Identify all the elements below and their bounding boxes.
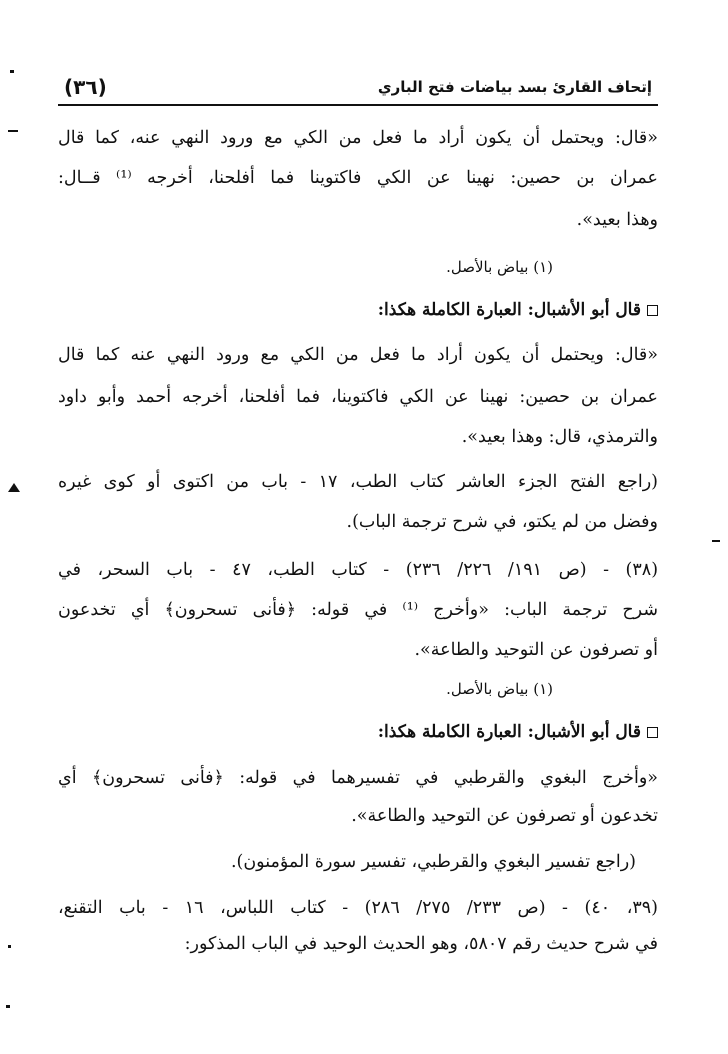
margin-mark bbox=[8, 130, 18, 132]
text-line: (٣٨) - (ص ١٩١/ ٢٢٦/ ٢٣٦) - كتاب الطب، ٤٧ - باب السحر، في bbox=[58, 560, 659, 580]
footnote-text: (١) بياض بالأصل. bbox=[446, 258, 553, 276]
heading-text: قال أبو الأشبال: العبارة الكاملة هكذا: bbox=[377, 722, 641, 742]
page-number: (٣٦) bbox=[64, 75, 107, 99]
page-header bbox=[58, 70, 658, 106]
text-line: وفضل من لم يكتو، في شرح ترجمة الباب). bbox=[346, 512, 658, 532]
text-line: شرح ترجمة الباب: «وأخرج ⁽¹⁾ في قوله: ﴿فأنى تسحرون﴾ أي تخدعون bbox=[58, 600, 658, 620]
margin-mark bbox=[10, 70, 14, 73]
heading-line bbox=[378, 722, 658, 742]
square-bullet-icon bbox=[647, 305, 658, 316]
margin-mark bbox=[712, 540, 720, 542]
text-line: في شرح حديث رقم ٥٨٠٧، وهو الحديث الوحيد في الباب المذكور: bbox=[184, 934, 658, 954]
text-line: (٣٩، ٤٠) - (ص ٢٣٣/ ٢٧٥/ ٢٨٦) - كتاب اللباس، ١٦ - باب التقنع، bbox=[58, 898, 658, 918]
text-line: والترمذي، قال: وهذا بعيد». bbox=[461, 427, 658, 447]
text-line: «قال: ويحتمل أن يكون أراد ما فعل من الكي مع ورود النهي عنه كما قال bbox=[58, 345, 658, 365]
text-line: (راجع تفسير البغوي والقرطبي، تفسير سورة المؤمنون). bbox=[230, 852, 636, 872]
margin-mark bbox=[8, 945, 11, 948]
text-line: أو تصرفون عن التوحيد والطاعة». bbox=[414, 640, 658, 660]
text-line: «وأخرج البغوي والقرطبي في تفسيرهما في قوله: ﴿فأنى تسحرون﴾ أي bbox=[58, 768, 658, 788]
text-line: وهذا بعيد». bbox=[576, 210, 658, 230]
text-line: عمران بن حصين: نهينا عن الكي فاكتوينا فما أفلحنا، أخرجه ⁽¹⁾ قــال: bbox=[58, 168, 658, 188]
text-line: «قال: ويحتمل أن يكون أراد ما فعل من الكي مع ورود النهي عنه، كما قال bbox=[58, 128, 658, 148]
text-line: (راجع الفتح الجزء العاشر كتاب الطب، ١٧ - باب من اكتوى أو كوى غيره bbox=[58, 472, 658, 492]
text-line: عمران بن حصين: نهينا عن الكي فاكتوينا، فما أفلحنا، أخرجه أحمد وأبو داود bbox=[58, 387, 658, 407]
square-bullet-icon bbox=[647, 727, 658, 738]
text-line: تخدعون أو تصرفون عن التوحيد والطاعة». bbox=[351, 806, 658, 826]
margin-mark bbox=[6, 1005, 10, 1008]
margin-triangle-icon bbox=[8, 483, 20, 492]
footnote-text: (١) بياض بالأصل. bbox=[446, 680, 553, 698]
heading-text: قال أبو الأشبال: العبارة الكاملة هكذا: bbox=[377, 300, 641, 320]
book-title: إتحاف القارئ بسد بياضات فتح الباري bbox=[377, 78, 652, 96]
heading-line bbox=[378, 300, 658, 320]
